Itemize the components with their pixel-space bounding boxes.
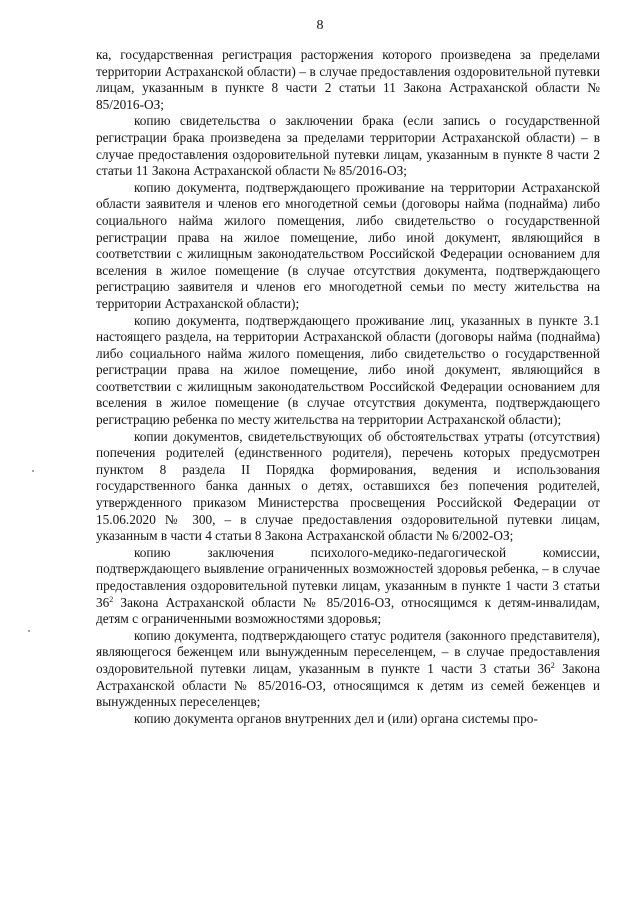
paragraph-7-superscript: 2 [550,660,555,670]
paragraph-6-text-before: копию заключения психолого-медико-педагогической комиссии, подтверждающего выявление ограниченных возможностей здоровья ребенка, – в случае предоставления оздоровительной путевки лицам, указанным в пункте 1 части 3 статьи 36 [96,544,600,610]
scan-speck [32,470,34,472]
paragraph-4: копию документа, подтверждающего проживание лиц, указанных в пункте 3.1 настоящего раздела, на территории Астраханской области (договоры найма (поднайма) либо социального найма жилого помещения, либо свидетельство о государственной регистрации права на жилое помещение, либо иной документ, являющийся в соответствии с жилищным законодательством Российской Федерации основанием для вселения в жилое помещение (в случае отсутствия документа, подтверждающего регистрацию ребенка по месту жительства на территории Астраханской области); [96,312,600,428]
paragraph-7 [96,628,600,711]
paragraph-7-text-after: Закона Астраханской области № 85/2016-ОЗ, относящимся к детям из семей беженцев и вынужденных переселенцев; [96,660,601,710]
paragraph-2: копию свидетельства о заключении брака (если запись о государственной регистрации брака произведена за пределами территории Астраханской области) – в случае предоставления оздоровительной путевки лицам, указанным в пункте 8 части 2 статьи 11 Закона Астраханской области № 85/2016-ОЗ; [96,113,600,179]
page-number: 8 [316,18,324,33]
paragraph-6 [96,545,600,628]
scan-speck [28,630,30,632]
paragraph-3: копию документа, подтверждающего проживание на территории Астраханской области заявителя и членов его многодетной семьи (договоры найма (поднайма) либо социального найма жилого помещения, либо свидетельство о государственной регистрации права на жилое помещение, либо иной документ, являющийся в соответствии с жилищным законодательством Российской Федерации основанием для вселения в жилое помещение (в случае отсутствия документа, подтверждающего регистрацию заявителя и членов его многодетной семьи по месту жительства на территории Астраханской области); [96,179,600,311]
paragraph-1: ка, государственная регистрация расторжения которого произведена за пределами территории Астраханской области) – в случае предоставления оздоровительной путевки лицам, указанным в пункте 8 части 2 статьи 11 Закона Астраханской области № 85/2016-ОЗ; [96,47,600,112]
paragraph-6-text-after: Закона Астраханской области № 85/2016-ОЗ, относящимся к детям-инвалидам, детям с ограниченными возможностями здоровья; [96,594,600,627]
paragraph-8: копию документа органов внутренних дел и (или) органа системы про- [134,710,538,726]
document-body [96,47,600,727]
paragraph-5: копии документов, свидетельствующих об обстоятельствах утраты (отсутствия) попечения родителей (единственного родителя), перечень которых предусмотрен пунктом 8 раздела II Порядка формирования, ведения и использования государственного банка данных о детях, оставшихся без попечения родителей, утвержденного приказом Министерства просвещения Российской Федерации от 15.06.2020 № 300, – в случае предоставления оздоровительной путевки лицам, указанным в части 4 статьи 8 Закона Астраханской области № 6/2002-ОЗ; [96,428,600,544]
paragraph-6-superscript: 2 [109,594,114,604]
paragraph-7-text-before: копию документа, подтверждающего статус родителя (законного представителя), являющегося беженцем или вынужденным переселенцем, – в случае предоставления оздоровительной путевки лицам, указанным в пункте 1 части 3 статьи 36 [96,627,600,676]
